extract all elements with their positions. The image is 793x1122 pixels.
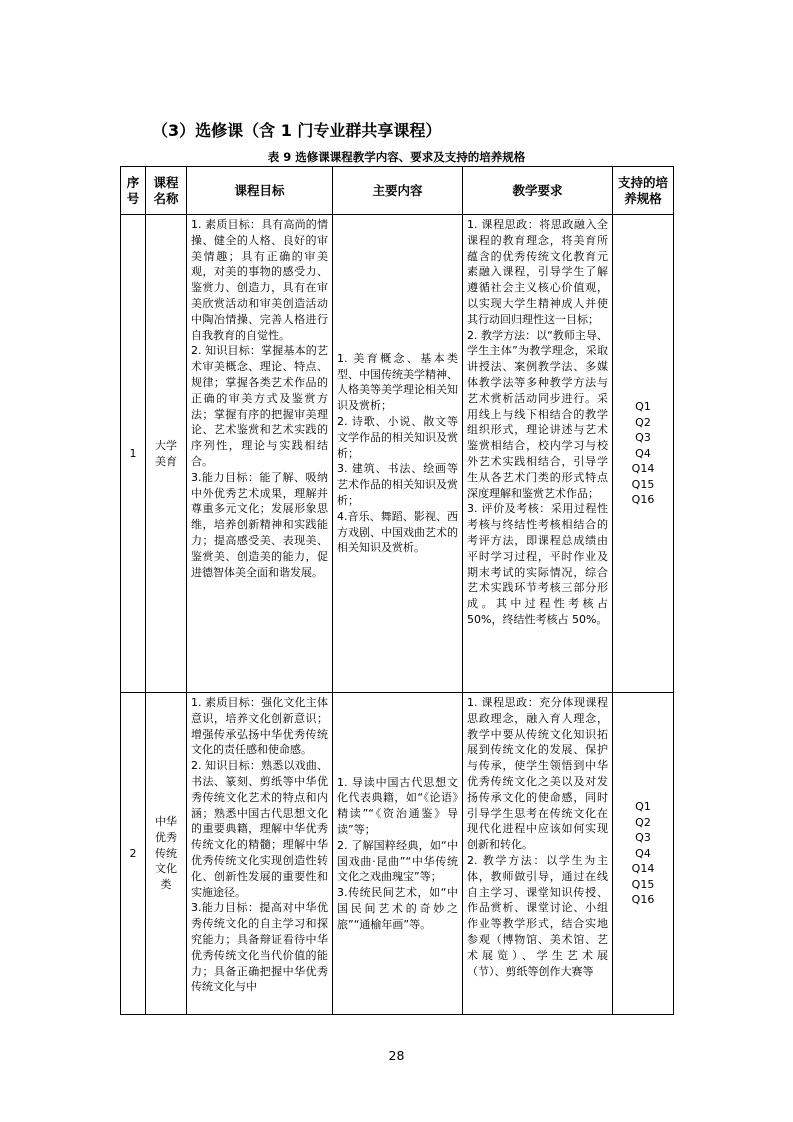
elective-course-table	[120, 166, 674, 1015]
table-row	[121, 693, 674, 1015]
spec-code: Q1	[635, 800, 651, 814]
row-specs	[613, 693, 674, 1015]
content-item: 3. 建筑、书法、绘画等艺术作品的相关知识及赏析；	[337, 462, 458, 507]
content-item: 1. 美育概念、基本类型、中国传统美学精神、人格美等美学理论相关知识及赏析；	[337, 351, 458, 413]
header-seq: 序号	[121, 167, 146, 215]
spec-code: Q3	[635, 831, 651, 845]
spec-code: Q3	[635, 431, 651, 445]
content-item: 3.传统民间艺术，如“中国民间艺术的奇妙之旅”“通榆年画”等。	[337, 886, 458, 931]
goal-item: 1. 素质目标：具有高尚的情操、健全的人格、良好的审美情趣；具有正确的审美观，对美的事物的感受力、鉴赏力、创造力，具有在审美欣赏活动和审美创造活动中陶冶情操、完善人格进行自我教育的自觉性。	[191, 218, 328, 342]
spec-code: Q2	[635, 415, 651, 429]
req-item: 2. 教学方法：以“教师主导、学生主体”为教学理念，采取讲授法、案例教学法、多媒体教学法等多种教学方法与艺术赏析活动同步进行。采用线上与线下相结合的教学组织形式，理论讲述与艺术鉴赏相结合，校内学习与校外艺术实践相结合，引导学生从各艺术门类的形式特点深度理解和鉴赏艺术作品；	[467, 328, 608, 500]
row-seq: 1	[121, 215, 146, 693]
goal-item: 1. 素质目标：强化文化主体意识，培养文化创新意识；增强传承弘扬中华优秀传统文化的责任感和使命感。	[191, 696, 328, 757]
spec-code: Q14	[631, 862, 655, 876]
row-content	[333, 693, 463, 1015]
header-content: 主要内容	[333, 167, 463, 215]
spec-code: Q15	[631, 477, 655, 491]
spec-code: Q15	[631, 877, 655, 891]
spec-code: Q16	[631, 893, 655, 907]
goal-item: 2. 知识目标：掌握基本的艺术审美概念、理论、特点、规律；掌握各类艺术作品的正确的审美方式及鉴赏方法；掌握有序的把握审美理论、艺术鉴赏和艺术实践的序列性，理论与实践相结合。	[191, 344, 328, 468]
content-item: 2. 诗歌、小说、散文等文学作品的相关知识及赏析；	[337, 415, 458, 460]
row-req	[463, 693, 613, 1015]
table-row	[121, 215, 674, 693]
spec-code: Q16	[631, 493, 655, 507]
spec-code: Q4	[635, 846, 651, 860]
row-specs	[613, 215, 674, 693]
row-goal	[187, 693, 333, 1015]
goal-item: 3.能力目标：提高对中华优秀传统文化的自主学习和探究能力；具备辩证看待中华优秀传统文化当代价值的能力；具备正确把握中华优秀传统文化与中	[191, 901, 328, 994]
req-item: 1. 课程思政：将思政融入全课程的教育理念，将美育所蕴含的优秀传统文化教育元素融入课程，引导学生了解遵循社会主义核心价值观，以实现大学生精神成人并使其行动回归理性这一目标；	[467, 218, 608, 326]
spec-code: Q2	[635, 815, 651, 829]
row-seq: 2	[121, 693, 146, 1015]
row-req	[463, 215, 613, 693]
row-goal	[187, 215, 333, 693]
row-name: 中华优秀传统文化类	[146, 693, 187, 1015]
spec-code: Q4	[635, 446, 651, 460]
req-item: 3. 评价及考核：采用过程性考核与终结性考核相结合的考评方法，即课程总成绩由平时学习过程，平时作业及期末考试的实际情况，综合艺术实践环节考核三部分形成。其中过程性考核占 50%，终结性考核占 50%。	[467, 502, 608, 626]
row-name: 大学美育	[146, 215, 187, 693]
req-item: 1. 课程思政：充分体现课程思政理念，融入育人理念，教学中要从传统文化知识拓展到传统文化的发展、保护与传承，使学生领悟到中华优秀传统文化之美以及对发扬传承文化的使命感，同时引导学生思考在传统文化在现代化进程中应该如何实现创新和转化。	[467, 696, 608, 852]
header-req: 教学要求	[463, 167, 613, 215]
content-item: 2. 了解国粹经典，如“中国戏曲·昆曲”“中华传统文化之戏曲瑰宝”等；	[337, 838, 458, 884]
spec-code: Q1	[635, 400, 651, 414]
table-header-row	[121, 167, 674, 215]
goal-item: 2. 知识目标：熟悉以戏曲、书法、篆刻、剪纸等中华优秀传统文化艺术的特点和内涵；熟悉中国古代思想文化的重要典籍，理解中华优秀传统文化的精髓；理解中华优秀传统文化实现创造性转化、创新性发展的重要性和实施途径。	[191, 759, 328, 899]
header-goal: 课程目标	[187, 167, 333, 215]
spec-code: Q14	[631, 462, 655, 476]
goal-item: 3.能力目标：能了解、吸纳中外优秀艺术成果，理解并尊重多元文化；发展形象思维，培养创新精神和实践能力；提高感受美、表现美、鉴赏美、创造美的能力，促进德智体美全面和谐发展。	[191, 470, 328, 579]
row-content	[333, 215, 463, 693]
section-title: （3）选修课（含 1 门专业群共享课程）	[152, 121, 442, 140]
table-caption: 表 9 选修课课程教学内容、要求及支持的培养规格	[267, 150, 526, 164]
page-number: 28	[388, 1048, 405, 1063]
content-item: 4.音乐、舞蹈、影视、西方戏剧、中国戏曲艺术的相关知识及赏析。	[337, 509, 458, 555]
req-item: 2. 教学方法：以学生为主体，教师做引导，通过在线自主学习、课堂知识传授、作品赏析、课堂讨论、小组作业等教学形式，结合实地参观（博物馆、美术馆、艺术展览）、学生艺术展（节）、剪纸等创作大赛等	[467, 853, 608, 978]
header-name: 课程名称	[146, 167, 187, 215]
content-item: 1. 导读中国古代思想文化代表典籍，如“《论语》精读”“《资治通鉴》导读”等；	[337, 775, 458, 836]
header-spec: 支持的培养规格	[613, 167, 674, 215]
